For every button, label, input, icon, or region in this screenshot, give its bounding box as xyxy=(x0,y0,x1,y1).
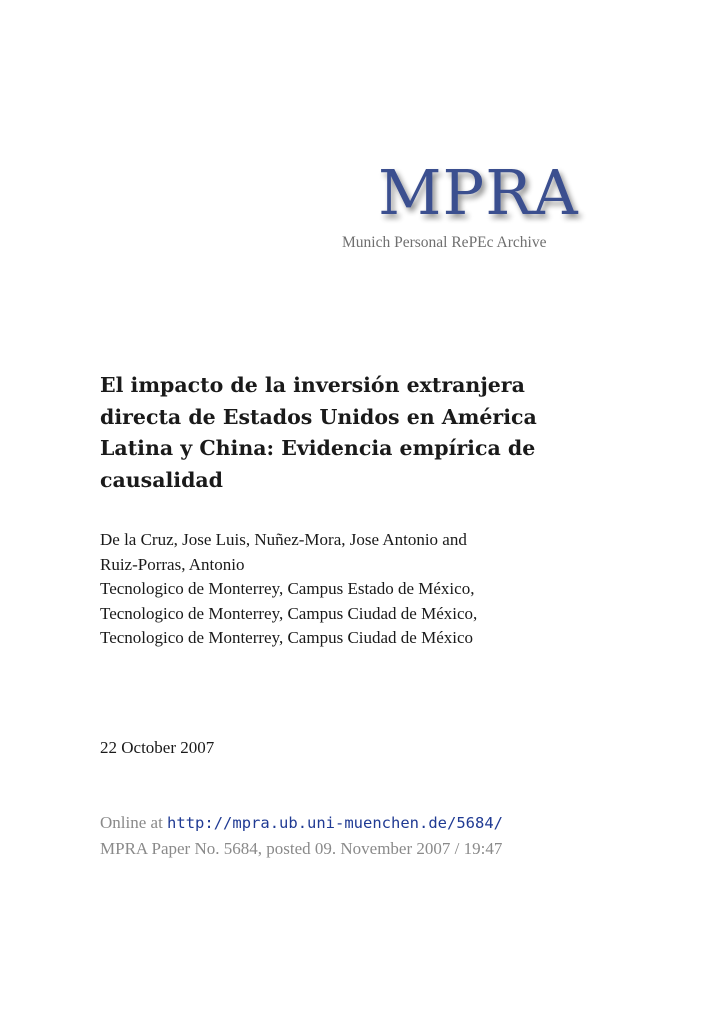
affiliation-line: Tecnologico de Monterrey, Campus Estado de México, xyxy=(100,579,475,598)
paper-info-line: MPRA Paper No. 5684, posted 09. November 2007 / 19:47 xyxy=(100,839,503,858)
online-info xyxy=(100,810,503,862)
online-at-line xyxy=(100,810,503,836)
title-line: causalidad xyxy=(100,467,224,492)
logo-tagline: Munich Personal RePEc Archive xyxy=(342,234,547,251)
paper-title xyxy=(100,370,620,496)
publication-date: 22 October 2007 xyxy=(100,738,215,757)
author-line: Ruiz-Porras, Antonio xyxy=(100,554,245,574)
authors-affiliations xyxy=(100,528,660,651)
mpra-logo-wordmark xyxy=(340,150,620,240)
mpra-logo xyxy=(340,150,620,260)
title-line: directa de Estados Unidos en América xyxy=(100,404,537,429)
online-prefix: Online at xyxy=(100,813,163,832)
author-line: De la Cruz, Jose Luis, Nuñez-Mora, Jose Antonio and xyxy=(100,530,467,549)
logo-wordmark-text: MPRA xyxy=(378,156,579,229)
affiliation-line: Tecnologico de Monterrey, Campus Ciudad de México, xyxy=(100,603,478,623)
title-line: El impacto de la inversión extranjera xyxy=(100,373,525,397)
affiliation-line: Tecnologico de Monterrey, Campus Ciudad de México xyxy=(100,628,474,647)
paper-url-link[interactable]: http://mpra.ub.uni-muenchen.de/5684/ xyxy=(167,814,503,832)
title-line: Latina y China: Evidencia empírica de xyxy=(100,436,536,460)
